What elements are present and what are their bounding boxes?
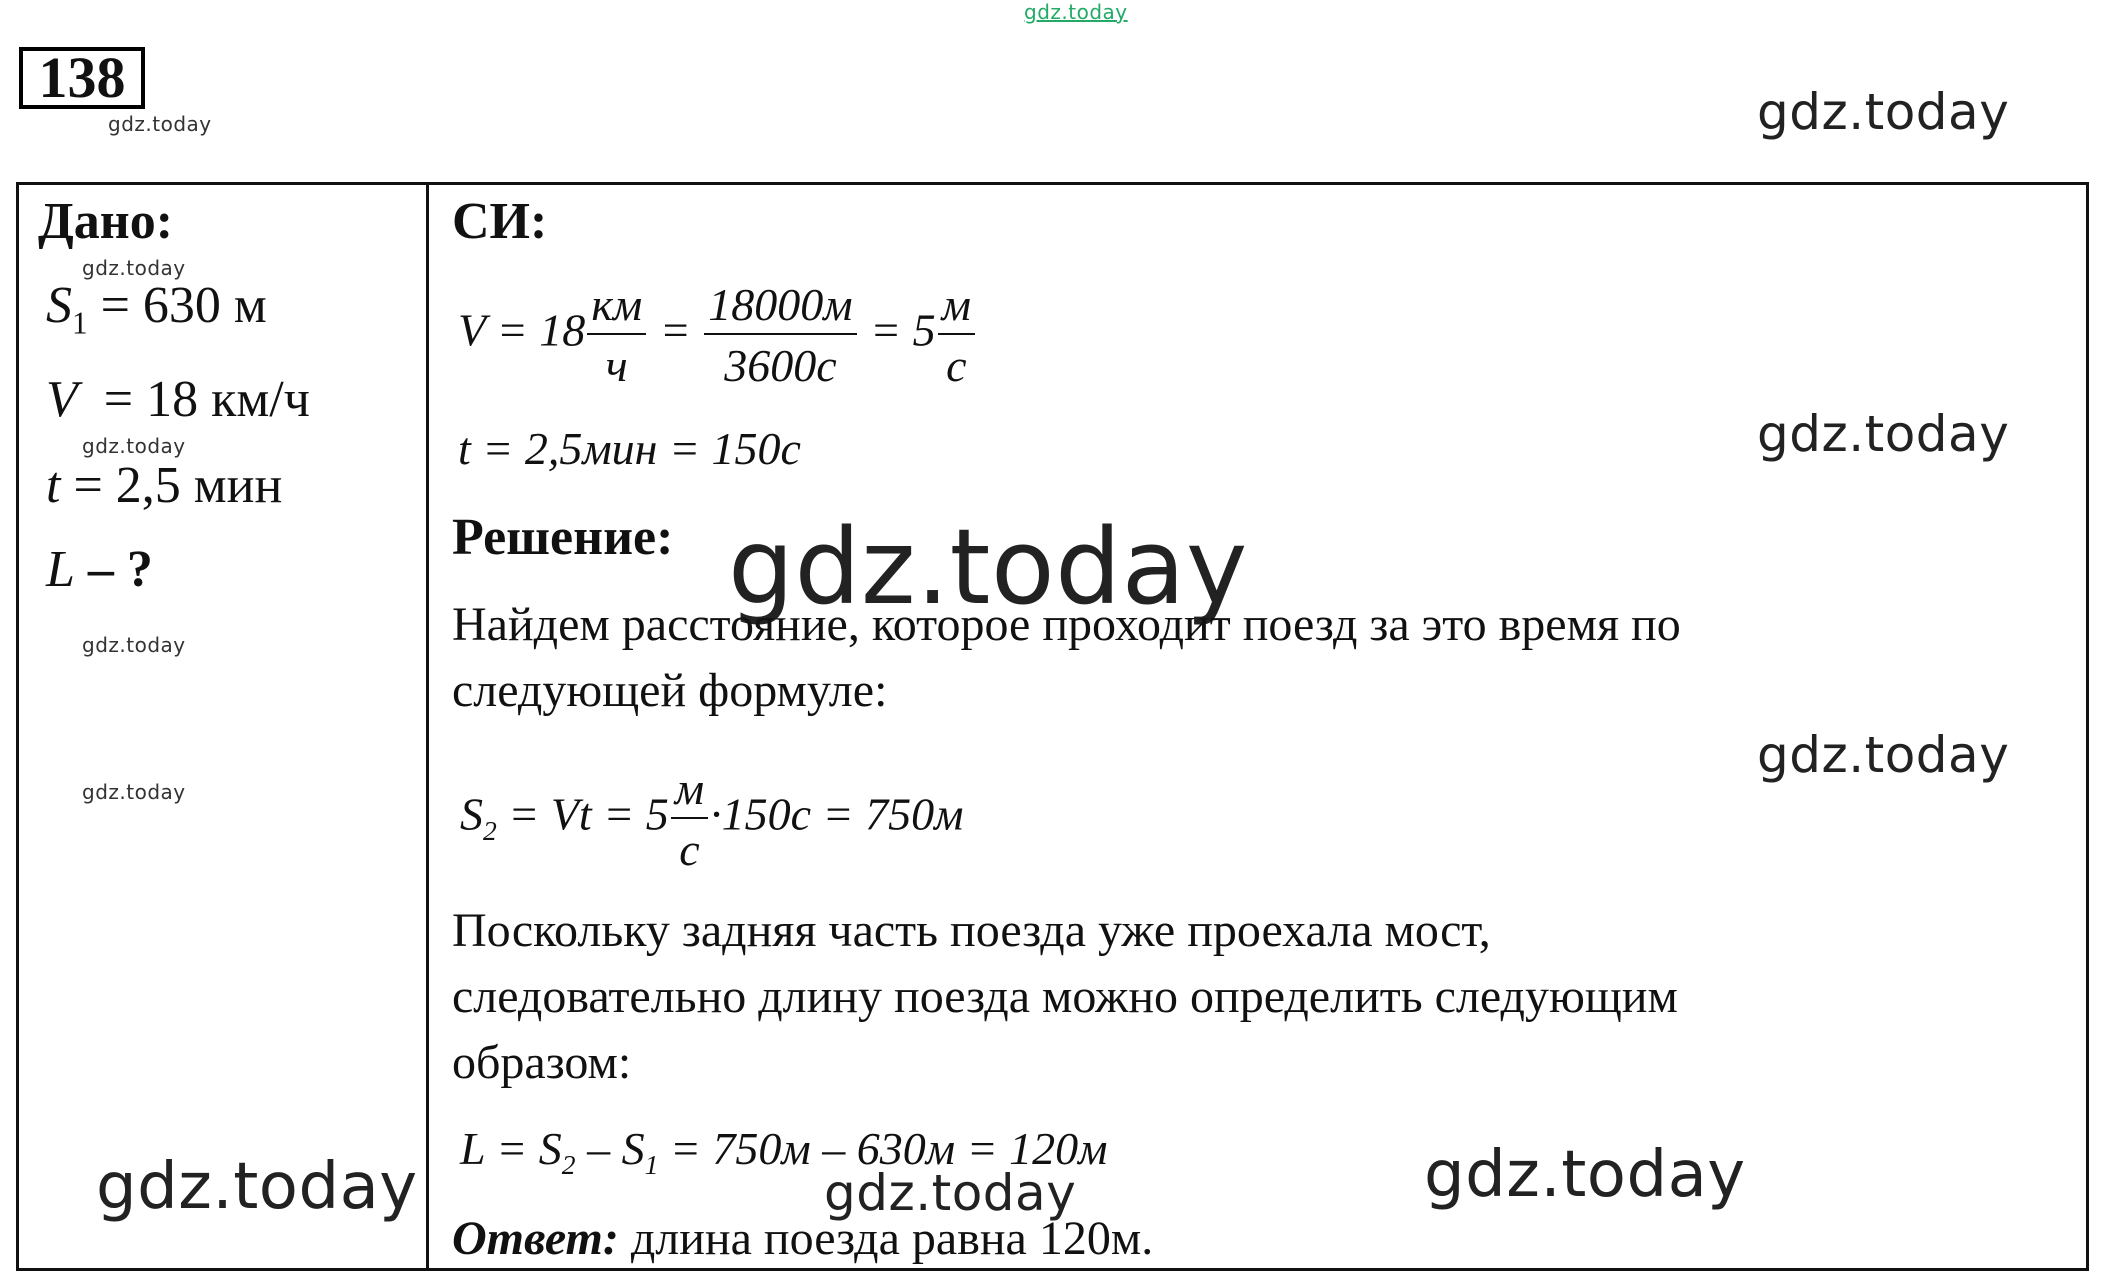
watermark: gdz.today <box>82 256 186 280</box>
given-var: L <box>46 541 75 598</box>
fraction-numerator: м <box>671 762 708 819</box>
fraction-m-s <box>671 762 708 876</box>
solution-paragraph-2 <box>452 898 1678 1096</box>
watermark: gdz.today <box>96 1150 418 1224</box>
formula-part: = Vt = 5 <box>496 788 669 840</box>
given-unknown <box>46 540 153 599</box>
fraction-km-h <box>587 278 646 392</box>
given-heading: Дано: <box>38 193 174 250</box>
fraction-denominator: с <box>679 824 700 875</box>
given-var: V <box>46 371 78 428</box>
formula-sub: 1 <box>644 1149 659 1181</box>
given-value: = 630 м <box>100 277 267 334</box>
si-speed-result: = 5 <box>870 304 936 356</box>
text-line: Поскольку задняя часть поезда уже проехала мост, <box>452 904 1491 957</box>
column-divider <box>426 182 429 1271</box>
formula-part: – S <box>575 1123 645 1174</box>
fraction-numerator: км <box>587 278 646 335</box>
watermark: gdz.today <box>82 633 186 657</box>
watermark: gdz.today <box>1757 726 2010 784</box>
formula-part: = 750м – 630м = 120м <box>658 1123 1108 1174</box>
formula-part: ·150с = 750м <box>710 788 964 840</box>
formula-var: S <box>460 788 483 840</box>
fraction-conversion <box>704 278 856 392</box>
fraction-numerator: 18000м <box>704 278 856 335</box>
equals-sign: = <box>659 304 691 356</box>
text-line: следующей формуле: <box>452 664 888 717</box>
given-value: = 18 км/ч <box>103 371 310 428</box>
fraction-m-s <box>938 278 975 392</box>
problem-number: 138 <box>19 47 145 109</box>
given-distance <box>46 276 267 341</box>
watermark: gdz.today <box>824 1164 1077 1222</box>
fraction-denominator: с <box>946 340 967 391</box>
formula-part: L = S <box>460 1123 562 1174</box>
given-var: t <box>46 457 61 514</box>
solution-heading: Решение: <box>452 509 674 566</box>
given-value: – ? <box>87 541 153 598</box>
watermark-large: gdz.today <box>728 506 1248 628</box>
fraction-denominator: 3600с <box>724 340 837 391</box>
si-heading: СИ: <box>452 193 548 250</box>
si-time-formula: t = 2,5мин = 150с <box>458 423 801 474</box>
text-line: образом: <box>452 1036 632 1089</box>
fraction-denominator: ч <box>605 340 628 391</box>
watermark: gdz.today <box>1424 1138 1746 1212</box>
si-speed-lhs: V = 18 <box>458 304 586 356</box>
given-var: S <box>46 277 72 334</box>
answer-text: длина поезда равна 120м. <box>618 1212 1154 1265</box>
formula-sub: 2 <box>483 814 497 846</box>
watermark: gdz.today <box>108 112 212 136</box>
watermark: gdz.today <box>1757 405 2010 463</box>
answer <box>452 1206 1153 1272</box>
si-speed-formula <box>458 278 977 392</box>
watermark: gdz.today <box>1757 83 2010 141</box>
fraction-numerator: м <box>938 278 975 335</box>
watermark: gdz.today <box>82 434 186 458</box>
answer-label: Ответ: <box>452 1212 619 1265</box>
watermark: gdz.today <box>82 780 186 804</box>
formula-sub: 2 <box>561 1149 576 1181</box>
given-time <box>46 456 282 515</box>
given-sub: 1 <box>72 305 88 341</box>
solution-paragraph-1 <box>452 592 1681 724</box>
text-line: следовательно длину поезда можно определить следующим <box>452 970 1678 1023</box>
distance-formula <box>460 762 963 876</box>
given-value: = 2,5 мин <box>73 457 283 514</box>
text-line: Найдем расстояние, которое проходит поезд за это время по <box>452 598 1681 651</box>
watermark-top[interactable]: gdz.today <box>1024 0 1128 24</box>
given-speed <box>46 370 310 429</box>
